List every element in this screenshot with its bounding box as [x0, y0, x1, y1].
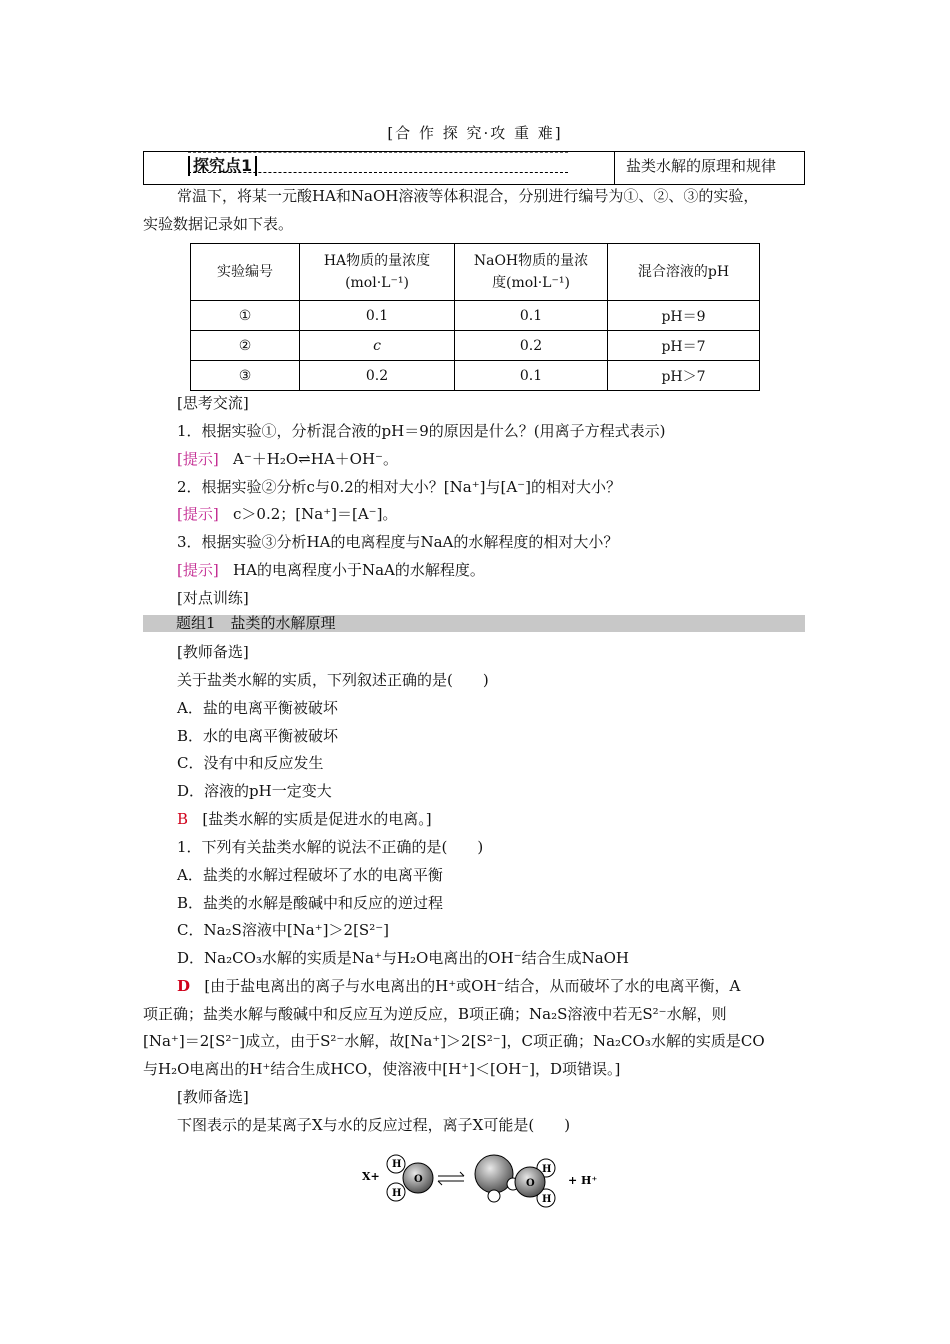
hint-tag: [提示] — [177, 450, 219, 468]
option: B．水的电离平衡被破坏 — [177, 727, 339, 745]
table-cell: 0.1 — [455, 301, 608, 331]
table-cell: pH＞7 — [608, 361, 760, 391]
option: D．Na₂CO₃水解的实质是Na⁺与H₂O电离出的OH⁻结合生成NaOH — [177, 949, 630, 967]
option: C．没有中和反应发生 — [177, 754, 324, 772]
table-header-line: 度(mol·L⁻¹) — [492, 275, 570, 291]
answer-line: [Na⁺]＝2[S²⁻]成立，由于S²⁻水解，故[Na⁺]＞2[S²⁻]，C项正确；Na₂CO₃水解的实质是CO — [143, 1032, 765, 1050]
teacher-note: [教师备选] — [177, 1088, 249, 1106]
hint-text: HA的电离程度小于NaA的水解程度。 — [233, 561, 485, 579]
option: C．Na₂S溶液中[Na⁺]＞2[S²⁻] — [177, 921, 389, 939]
answer-line: 项正确；盐类水解与酸碱中和反应互为逆反应，B项正确；Na₂S溶液中若无S²⁻水解，则 — [143, 1005, 727, 1023]
o-label: O — [526, 1178, 535, 1189]
hint-tag: [提示] — [177, 561, 219, 579]
training-heading: [对点训练] — [177, 589, 249, 607]
table-cell: pH＝9 — [608, 301, 760, 331]
table-cell: 0.2 — [300, 361, 455, 391]
ion-x-atom — [475, 1155, 513, 1193]
teacher-note: [教师备选] — [177, 643, 249, 661]
hint-tag: [提示] — [177, 505, 219, 523]
experiment-table — [190, 243, 760, 391]
option: B．盐类的水解是酸碱中和反应的逆过程 — [177, 894, 444, 912]
table-header: 混合溶液的pH — [608, 244, 760, 301]
answer-letter: B — [177, 810, 189, 828]
table-cell: ① — [191, 301, 300, 331]
question-0: 关于盐类水解的实质，下列叙述正确的是( ) — [177, 671, 489, 689]
h-label: H — [542, 1164, 552, 1175]
hint-text: c＞0.2；[Na⁺]＝[A⁻]。 — [233, 505, 398, 523]
table-header — [455, 244, 608, 301]
topic-label: 探究点1 — [188, 156, 257, 176]
intro-line-2: 实验数据记录如下表。 — [143, 215, 294, 233]
option: A．盐的电离平衡被破坏 — [177, 699, 338, 717]
question-1: 1．根据实验①，分析混合液的pH＝9的原因是什么？(用离子方程式表示) — [177, 422, 666, 440]
topic-box — [143, 151, 805, 185]
answer-1 — [177, 976, 740, 996]
option: D．溶液的pH一定变大 — [177, 782, 332, 800]
hplus-label: + H⁺ — [568, 1174, 598, 1187]
table-cell: ② — [191, 331, 300, 361]
question-2: 2．根据实验②分析c与0.2的相对大小？[Na⁺]与[A⁻]的相对大小？ — [177, 478, 621, 496]
divider — [614, 152, 615, 184]
divider — [188, 152, 568, 153]
answer-0 — [177, 809, 432, 829]
think-heading: [思考交流] — [177, 394, 249, 412]
hint-3 — [177, 560, 485, 580]
hint-text: A⁻＋H₂O⇌HA＋OH⁻。 — [233, 450, 398, 468]
table-row — [191, 301, 760, 331]
question-1b: 1．下列有关盐类水解的说法不正确的是( ) — [177, 838, 484, 856]
topic-title: 盐类水解的原理和规律 — [626, 157, 777, 175]
group-title: 题组1 盐类的水解原理 — [176, 614, 336, 632]
question-3: 3．根据实验③分析HA的电离程度与NaA的水解程度的相对大小？ — [177, 533, 619, 551]
table-row — [191, 361, 760, 391]
answer-text: [由于盐电离出的离子与水电离出的H⁺或OH⁻结合，从而破坏了水的电离平衡，A — [204, 977, 741, 995]
hydrolysis-diagram — [360, 1148, 620, 1210]
h-label: H — [392, 1159, 402, 1170]
table-header — [300, 244, 455, 301]
table-cell: c — [300, 331, 455, 361]
table-cell: pH＝7 — [608, 331, 760, 361]
h-label: H — [542, 1194, 552, 1205]
table-cell: 0.1 — [455, 361, 608, 391]
answer-letter: D — [177, 977, 191, 995]
question-2b: 下图表示的是某离子X与水的反应过程，离子X可能是( ) — [177, 1116, 571, 1134]
hint-1 — [177, 449, 398, 469]
x-label: X+ — [362, 1170, 380, 1183]
answer-text: [盐类水解的实质是促进水的电离。] — [202, 810, 432, 828]
option: A．盐类的水解过程破坏了水的电离平衡 — [177, 866, 443, 884]
table-header-line: NaOH物质的量浓 — [473, 253, 589, 269]
answer-line: 与H₂O电离出的H⁺结合生成HCO，使溶液中[H⁺]＜[OH⁻]，D项错误。] — [143, 1060, 621, 1078]
o-label: O — [414, 1174, 423, 1185]
h-label: H — [392, 1188, 402, 1199]
table-cell: 0.2 — [455, 331, 608, 361]
table-header-line: HA物质的量浓度 — [323, 253, 431, 269]
table-cell: ③ — [191, 361, 300, 391]
table-cell: 0.1 — [300, 301, 455, 331]
arrow-icon — [438, 1181, 442, 1185]
intro-line-1: 常温下，将某一元酸HA和NaOH溶液等体积混合，分别进行编号为①、②、③的实验， — [177, 187, 759, 205]
arrow-icon — [460, 1172, 464, 1176]
table-row — [191, 331, 760, 361]
group-bar — [143, 615, 805, 632]
table-header: 实验编号 — [191, 244, 300, 301]
section-title: [合 作 探 究·攻 重 难] — [387, 124, 563, 142]
table-header-line: (mol·L⁻¹) — [345, 275, 409, 291]
divider — [188, 172, 568, 173]
hint-2 — [177, 504, 397, 524]
bond-atom — [488, 1190, 500, 1202]
